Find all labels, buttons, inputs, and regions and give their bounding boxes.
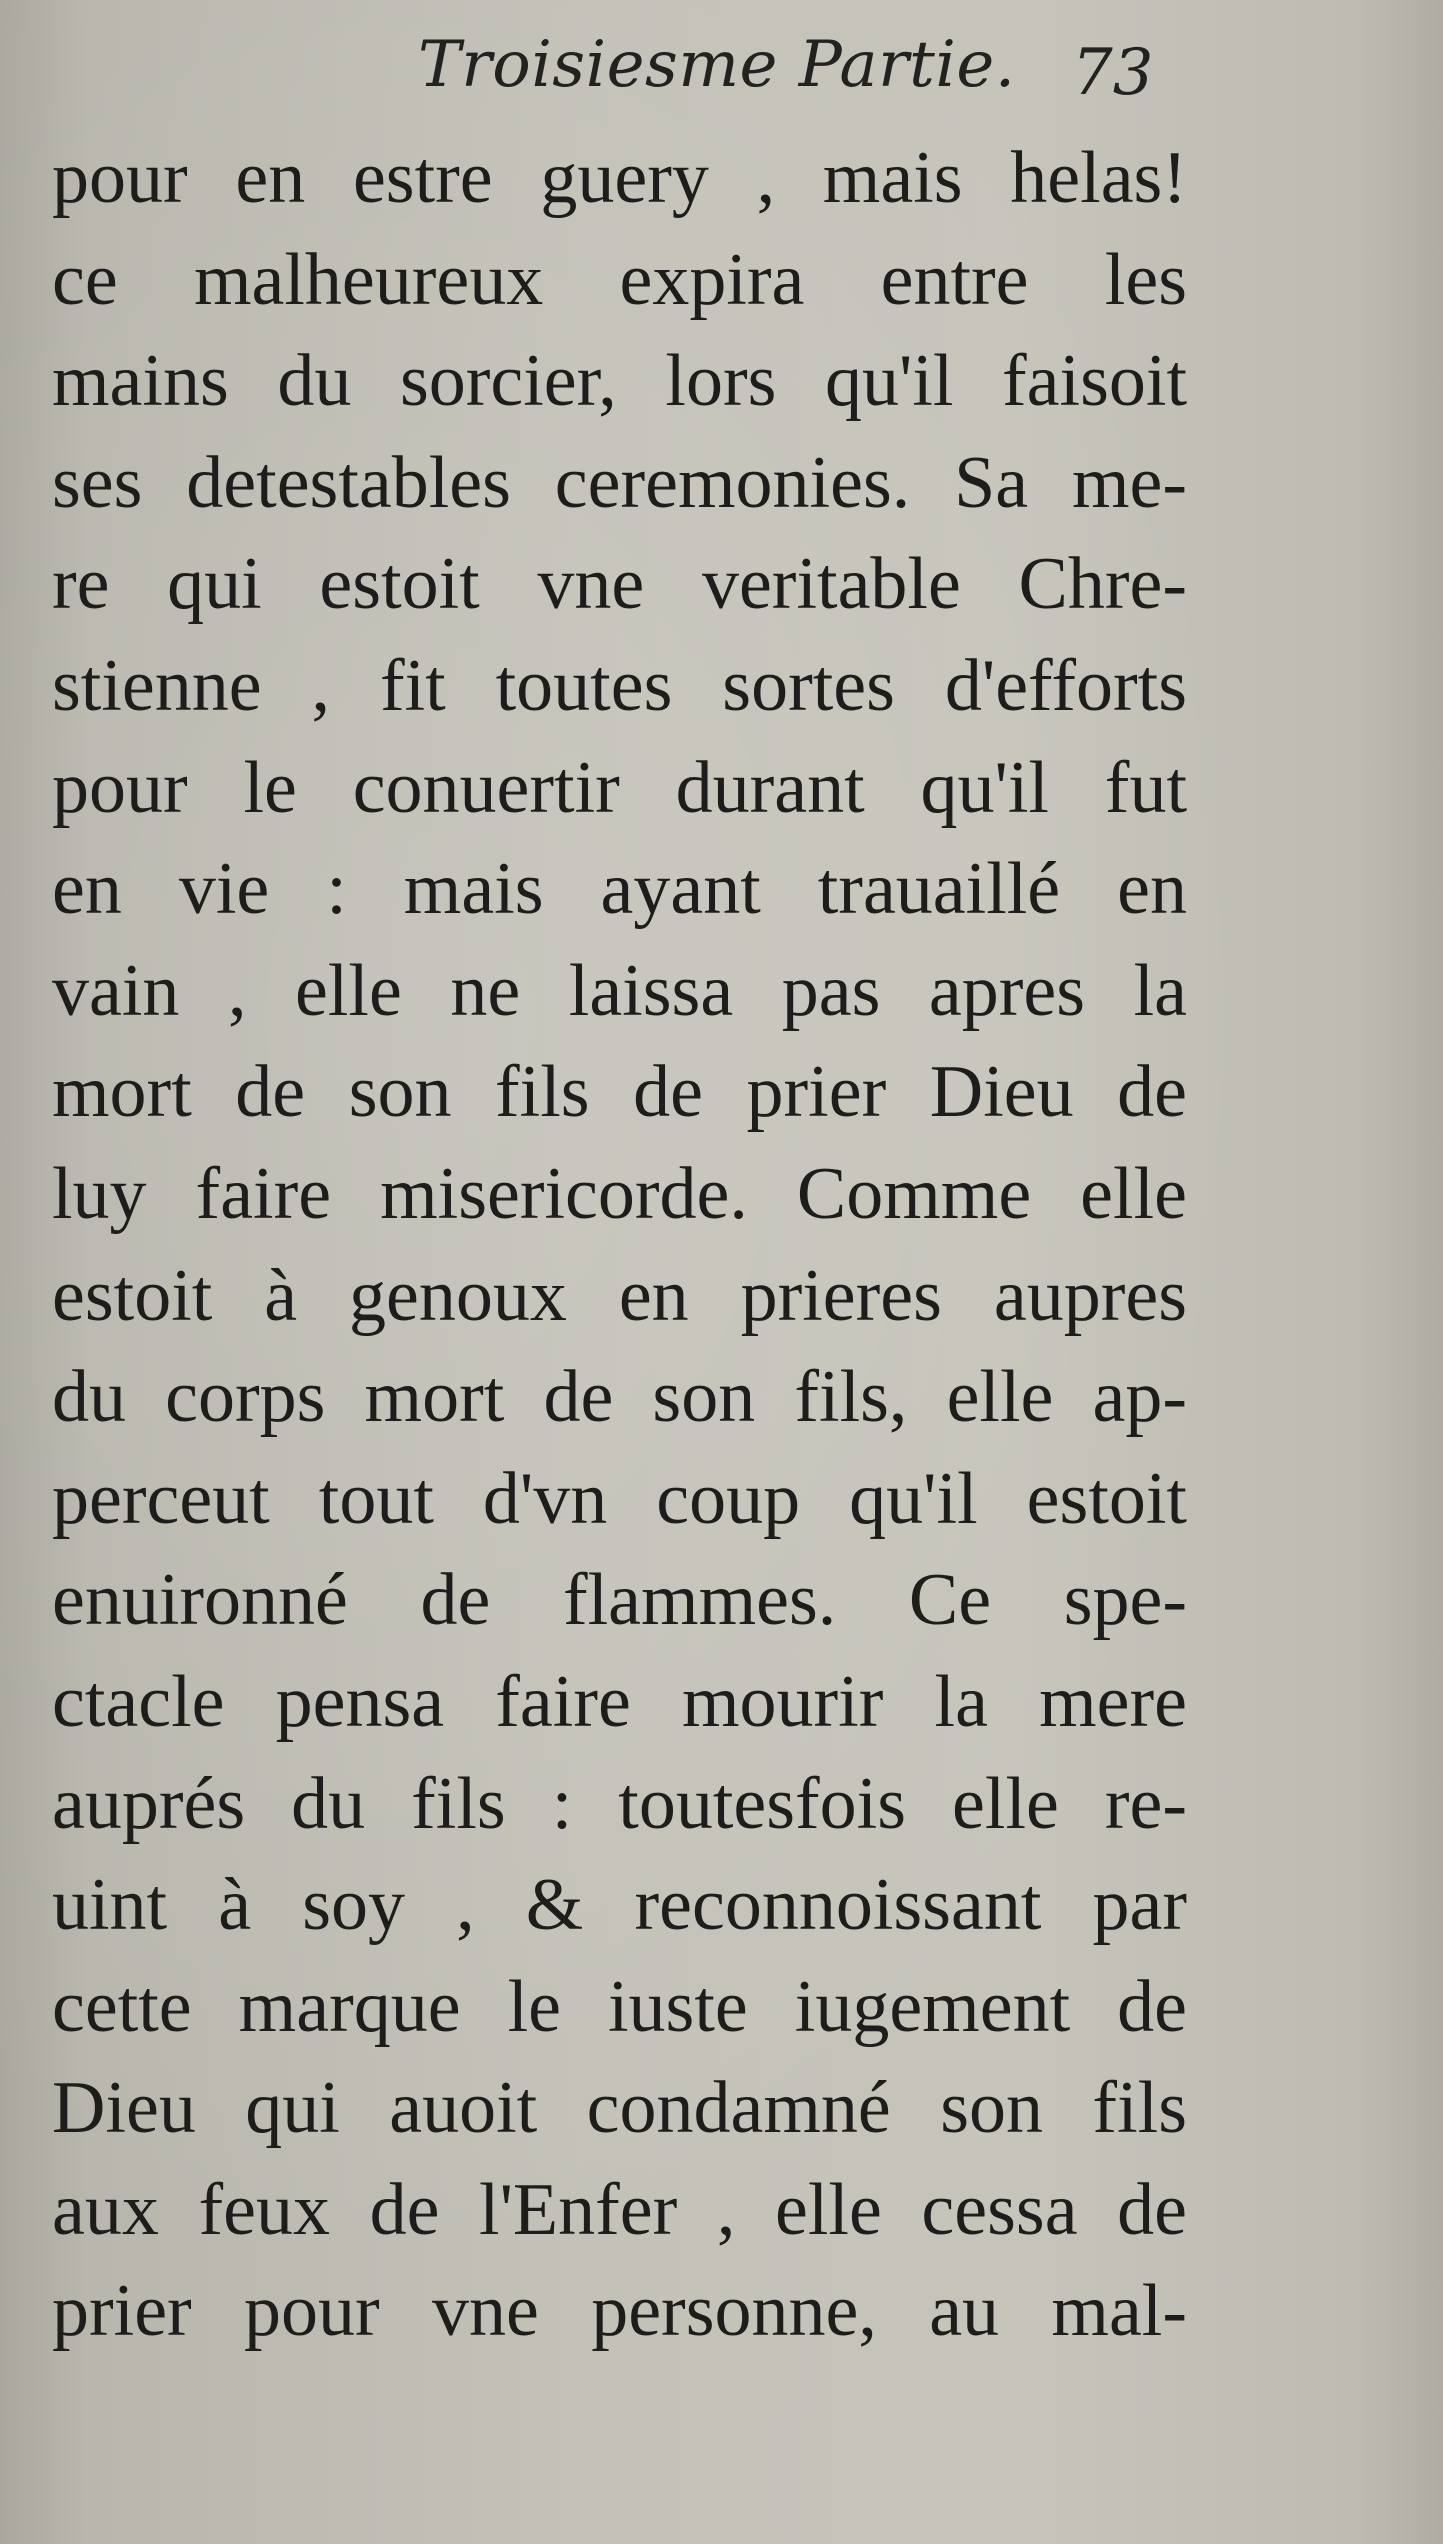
- body-text: [52, 128, 1187, 2363]
- text-line: mains du sorcier, lors qu'il faisoit: [52, 340, 1187, 423]
- text-line: en vie : mais ayant trauaillé en: [52, 848, 1187, 931]
- text-line: re qui estoit vne veritable Chre-: [52, 543, 1187, 626]
- text-line: ctacle pensa faire mourir la mere: [52, 1660, 1187, 1743]
- text-line: luy faire misericorde. Comme elle: [52, 1152, 1187, 1235]
- page-number: 73: [1072, 36, 1154, 110]
- text-line: stienne , fit toutes sortes d'efforts: [52, 644, 1187, 727]
- text-line: perceut tout d'vn coup qu'il estoit: [52, 1457, 1187, 1540]
- text-line: prier pour vne personne, au mal-: [52, 2270, 1187, 2353]
- text-line: vain , elle ne laissa pas apres la: [52, 949, 1187, 1032]
- text-line: ce malheureux expira entre les: [52, 238, 1187, 321]
- text-line: ses detestables ceremonies. Sa me-: [52, 441, 1187, 524]
- text-line: pour en estre guery , mais helas!: [52, 137, 1187, 219]
- text-line: mort de son fils de prier Dieu de: [52, 1051, 1187, 1134]
- text-line: cette marque le iuste iugement de: [52, 1965, 1187, 2048]
- text-line: uint à soy , & reconnoissant par: [52, 1864, 1187, 1947]
- text-line: du corps mort de son fils, elle ap-: [52, 1356, 1187, 1439]
- text-line: estoit à genoux en prieres aupres: [52, 1254, 1187, 1337]
- text-line: Dieu qui auoit condamné son fils: [52, 2067, 1187, 2150]
- running-head: [0, 18, 1443, 128]
- text-line: enuironné de flammes. Ce spe-: [52, 1559, 1187, 1642]
- running-title: Troisiesme Partie.: [418, 28, 1016, 102]
- text-line: auprés du fils : toutesfois elle re-: [52, 1762, 1187, 1845]
- text-line: aux feux de l'Enfer , elle cessa de: [52, 2168, 1187, 2251]
- text-line: pour le conuertir durant qu'il fut: [52, 746, 1187, 829]
